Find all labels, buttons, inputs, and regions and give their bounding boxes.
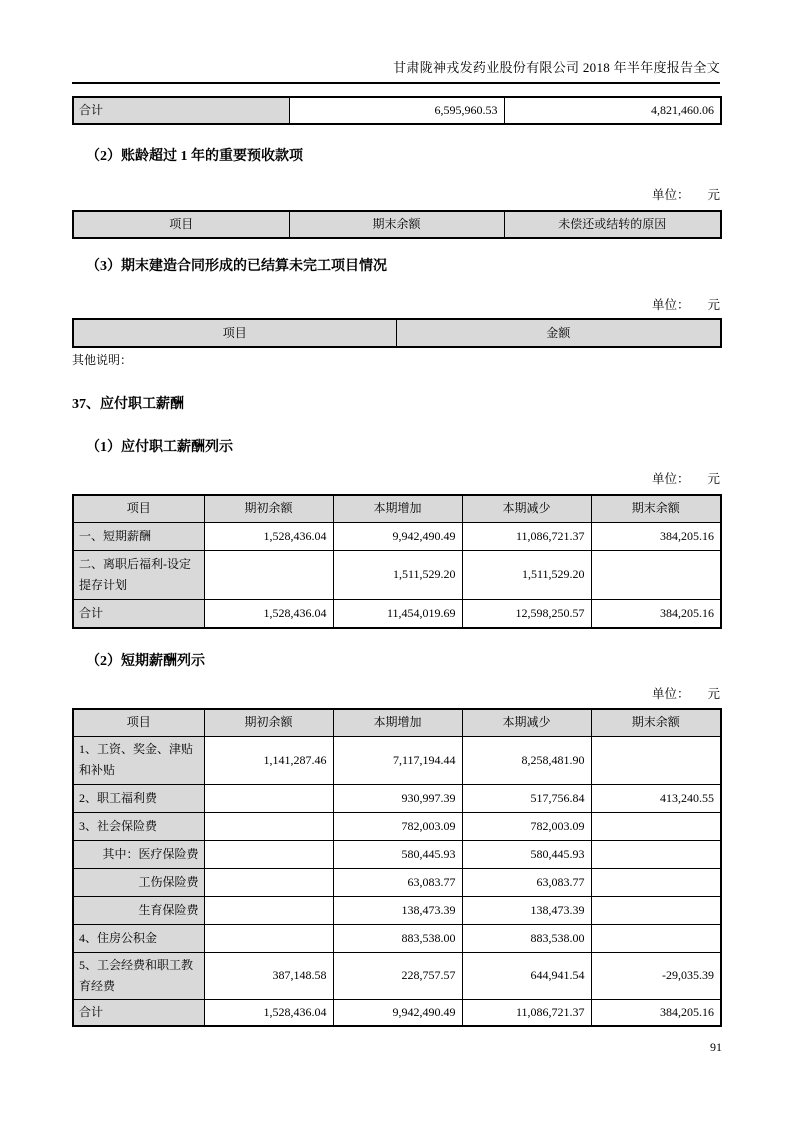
cell-closing [591,924,721,952]
cell-opening [204,550,333,599]
cell-increase: 138,473.39 [333,896,462,924]
cell-closing: 384,205.16 [591,599,721,628]
cell-opening [204,840,333,868]
totals-table-wrapper [72,96,720,125]
cell-increase: 930,997.39 [333,784,462,812]
section-heading-advance-receipts: （2）账龄超过 1 年的重要预收款项 [86,149,303,164]
construction-table-wrapper [72,318,720,348]
cell-increase: 11,454,019.69 [333,599,462,628]
cell-decrease: 12,598,250.57 [462,599,591,628]
header-cell-amount: 金额 [396,319,721,347]
header-cell-ending-balance: 期末余额 [289,211,504,238]
header-cell-increase: 本期增加 [333,495,462,522]
table-row [73,999,721,1026]
cell-increase: 580,445.93 [333,840,462,868]
unit-note [72,469,720,487]
table-row [73,736,721,784]
header-cell-reason: 未偿还或结转的原因 [504,211,721,238]
cell-closing [591,896,721,924]
table-header-row [73,495,721,522]
cell-increase: 1,511,529.20 [333,550,462,599]
table-row [73,784,721,812]
payroll-list-table-wrapper [72,494,720,629]
cell-decrease: 782,003.09 [462,812,591,840]
table-row [73,522,721,550]
total-value-cell-2: 4,821,460.06 [504,97,721,124]
header-cell-item: 项目 [73,211,289,238]
cell-decrease: 8,258,481.90 [462,736,591,784]
cell-decrease: 138,473.39 [462,896,591,924]
header-cell-increase: 本期增加 [333,709,462,736]
cell-closing [591,868,721,896]
payroll-list-table [72,494,722,629]
header-cell-item: 项目 [73,495,204,522]
header-cell-opening: 期初余额 [204,709,333,736]
cell-closing: 413,240.55 [591,784,721,812]
cell-decrease: 11,086,721.37 [462,999,591,1026]
cell-opening [204,924,333,952]
table-row [73,550,721,599]
table-row [73,952,721,999]
cell-closing [591,550,721,599]
unit-note [72,185,720,203]
section-heading-construction: （3）期末建造合同形成的已结算未完工项目情况 [86,259,387,274]
cell-closing [591,840,721,868]
cell-increase: 782,003.09 [333,812,462,840]
header-cell-closing: 期末余额 [591,709,721,736]
header-cell-decrease: 本期减少 [462,709,591,736]
table-header-row [73,319,721,347]
unit-note [72,295,720,313]
header-cell-item: 项目 [73,709,204,736]
section-heading-payroll-list: （1）应付职工薪酬列示 [86,440,233,455]
cell-increase: 9,942,490.49 [333,522,462,550]
other-note: 其他说明： [72,353,133,367]
cell-opening [204,784,333,812]
unit-label: 单位： [651,188,690,202]
cell-decrease: 644,941.54 [462,952,591,999]
row-label: 4、住房公积金 [73,924,204,952]
cell-closing: 384,205.16 [591,999,721,1026]
advance-receipts-table [72,210,722,239]
cell-decrease: 11,086,721.37 [462,522,591,550]
row-label: 合计 [73,999,204,1026]
cell-closing: 384,205.16 [591,522,721,550]
advance-receipts-table-wrapper [72,210,720,239]
short-term-table-wrapper [72,708,720,1027]
header-cell-decrease: 本期减少 [462,495,591,522]
unit-currency: 元 [707,188,720,202]
cell-decrease: 517,756.84 [462,784,591,812]
unit-label: 单位： [651,687,690,701]
row-label: 其中：医疗保险费 [73,840,204,868]
cell-opening: 1,141,287.46 [204,736,333,784]
cell-increase: 228,757.57 [333,952,462,999]
header-cell-opening: 期初余额 [204,495,333,522]
row-label: 合计 [73,599,204,628]
cell-opening: 1,528,436.04 [204,599,333,628]
cell-decrease: 883,538.00 [462,924,591,952]
cell-increase: 9,942,490.49 [333,999,462,1026]
row-label: 5、工会经费和职工教育经费 [73,952,204,999]
table-row [73,97,721,124]
table-row [73,599,721,628]
section-heading-payroll: 37、应付职工薪酬 [72,397,184,412]
page-header-title: 甘肃陇神戎发药业股份有限公司 2018 年半年度报告全文 [72,54,720,84]
table-row [73,924,721,952]
cell-opening [204,868,333,896]
cell-opening: 387,148.58 [204,952,333,999]
row-label: 工伤保险费 [73,868,204,896]
totals-table [72,96,722,125]
cell-decrease: 1,511,529.20 [462,550,591,599]
cell-opening [204,812,333,840]
table-row [73,868,721,896]
row-label: 二、离职后福利-设定提存计划 [73,550,204,599]
row-label: 1、工资、奖金、津贴和补贴 [73,736,204,784]
row-label: 生育保险费 [73,896,204,924]
cell-closing: -29,035.39 [591,952,721,999]
header-cell-closing: 期末余额 [591,495,721,522]
table-header-row [73,709,721,736]
table-row [73,812,721,840]
cell-opening [204,896,333,924]
unit-currency: 元 [707,687,720,701]
unit-currency: 元 [707,298,720,312]
cell-increase: 7,117,194.44 [333,736,462,784]
cell-closing [591,812,721,840]
cell-opening: 1,528,436.04 [204,522,333,550]
cell-increase: 63,083.77 [333,868,462,896]
row-label: 2、职工福利费 [73,784,204,812]
cell-increase: 883,538.00 [333,924,462,952]
unit-label: 单位： [651,472,690,486]
cell-opening: 1,528,436.04 [204,999,333,1026]
unit-label: 单位： [651,298,690,312]
section-heading-short-term: （2）短期薪酬列示 [86,654,205,669]
table-row [73,896,721,924]
cell-decrease: 580,445.93 [462,840,591,868]
unit-currency: 元 [707,472,720,486]
total-value-cell-1: 6,595,960.53 [289,97,504,124]
header-cell-item: 项目 [73,319,396,347]
table-row [73,840,721,868]
row-label: 3、社会保险费 [73,812,204,840]
short-term-salary-table [72,708,722,1027]
unit-note [72,684,720,702]
total-label-cell: 合计 [73,97,289,124]
cell-closing [591,736,721,784]
construction-contract-table [72,318,722,348]
page-number: 91 [710,1040,722,1054]
table-header-row [73,211,721,238]
cell-decrease: 63,083.77 [462,868,591,896]
row-label: 一、短期薪酬 [73,522,204,550]
